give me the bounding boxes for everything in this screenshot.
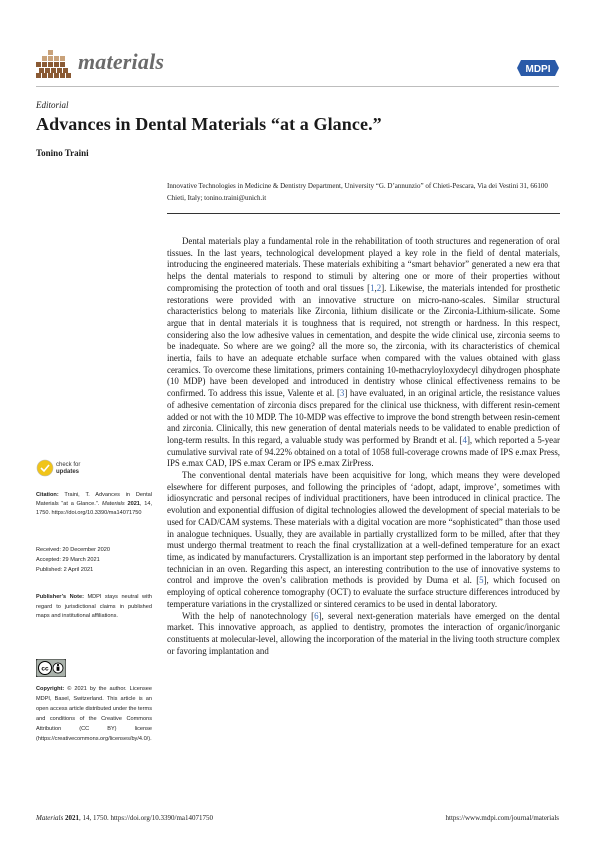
accepted-date: Accepted: 29 March 2021 bbox=[36, 557, 100, 563]
body-text: With the help of nanotechnology [ bbox=[182, 610, 315, 621]
cc-icon-text: cc bbox=[41, 665, 49, 673]
mdpi-logo-icon bbox=[517, 58, 559, 78]
body-paragraph-3 bbox=[167, 611, 560, 658]
body-paragraph-2 bbox=[167, 470, 560, 610]
body-text: ], several next-generation materials have emerged on the dental market. This innovative approach, as applied to dentistry, promotes the interaction of organic/inorganic constituents at molecular-level, allowing the incorporation of the material in the living tooth structure complex or favoring implantation and bbox=[167, 610, 560, 656]
creative-commons-icon[interactable] bbox=[36, 659, 66, 677]
article-title: Advances in Dental Materials “at a Glance.” bbox=[36, 114, 382, 134]
publisher-note bbox=[36, 593, 152, 622]
footer-journal-url[interactable]: https://www.mdpi.com/journal/materials bbox=[445, 814, 559, 822]
body-text: ], which focused on employing of optical coherence tomography (OCT) to evaluate the surface structure differences introduced by temperature variations in the crystallized or sintered ceramics to be used in dental laboratory. bbox=[167, 575, 560, 609]
citation-block bbox=[36, 491, 152, 518]
reference-link[interactable]: 5 bbox=[479, 575, 484, 586]
reference-link[interactable]: 2 bbox=[376, 282, 382, 293]
article-type: Editorial bbox=[36, 100, 69, 110]
affiliation-divider bbox=[167, 213, 560, 214]
footer-citation bbox=[36, 814, 213, 822]
article-author: Tonino Traini bbox=[36, 148, 89, 158]
journal-name: materials bbox=[78, 49, 165, 74]
publisher-note-label: Publisher’s Note: bbox=[36, 594, 84, 600]
reference-link[interactable]: 3 bbox=[339, 388, 345, 399]
copyright-block bbox=[36, 684, 152, 744]
body-text: The conventional dental materials have been acquisitive for long, which means they were developed elsewhere for different purposes, and following the principles of ‘adopt, adapt, improve’, sometimes with idiosyncratic and personal recipes of individual practitioners, have been introduced in clinical practice. The evolution and exponential diffusion of digital technologies allowed the development of special materials to be used for CAD/CAM systems. These materials with a digital vocation are more “sophisticated” than those used in analogue techniques. Usually, they are available in partially crystallized form to be milled, after that they must undergo thermal treatment to reach the final crystallization at a well-defined temperature for an exact time, as indicated by manufacturers. Crystallization is an important step performed in the laboratory by dental technician in an oven. Regarding this aspect, an interesting contribution to the use of innovative systems to control and improve the oven’s calibration methods is provided by Duma et al. [ bbox=[167, 470, 560, 586]
copyright-text: © 2021 by the author. Licensee MDPI, Basel, Switzerland. This article is an open access article distributed under the terms and conditions of the Creative Commons Attribution (CC BY) license (https://creativecommons.org/licenses/by/4.0/). bbox=[36, 686, 152, 742]
footer-journal: Materials bbox=[36, 814, 64, 822]
publisher-note-text: MDPI stays neutral with regard to jurisdictional claims in published maps and institutional affiliations. bbox=[36, 594, 152, 620]
citation-text: Traini, T. Advances in Dental Materials “at a Glance.”. bbox=[36, 492, 152, 507]
body-text: Dental materials play a fundamental role in the rehabilitation of tooth structures and regeneration of oral tissues. In the last years, technological development played a key role in the field of dental materials, introducing the engineered materials. These materials exhibiting a “smart behavior” generated a new era that helps the dental materials to respond to stimuli by altering one or more of their properties without compromising the protection of tooth and oral tissues [ bbox=[167, 236, 560, 293]
citation-year: 2021 bbox=[127, 501, 140, 507]
body-text: , bbox=[374, 282, 377, 293]
citation-journal: Materials bbox=[102, 501, 125, 507]
body-text: ] have evaluated, in an original article, the resistance values of adhesive cementation of zirconia discs prepared for the clinical use thickness, with different resin-cement added or not with the 10 MDP. The 10-MDP was effective to improve the bond strength between resin-cement and zirconia. Clinically, this new generation of dental materials needs to be validated to enable prediction of long-term results. In this regard, a valuable study was performed by Brandt et al. [ bbox=[167, 388, 560, 445]
body-text: ], which reported a 5-year cumulative survival rate of 94.22% obtained on a total of 1058 full-coverage crowns made of IPS e.max Press, IPS e.max CAD, IPS e.max Ceram or IPS e.max ZirPress. bbox=[167, 434, 560, 469]
citation-volume-doi[interactable]: , 14, 1750. https://doi.org/10.3390/ma14071750 bbox=[36, 501, 152, 516]
received-date: Received: 20 December 2020 bbox=[36, 547, 111, 553]
check-for-updates-label[interactable] bbox=[56, 462, 80, 476]
body-text: ]. Likewise, the materials intended for prosthetic restorations were provided with an innovative structure on micro-nano-scales. Similar structural characteristics belong to materials like Zirconia, lithium disilicate or the Zirconia-Lithium-silicate. Some argue that in dental materials it is toughness that is required, not strength or hardness. In this respect, considering also the low adhesive values in cementation, and despite the wide clinical use, zirconia seems to be inadequate. So where are we going? all the more so, the zirconia, with its characteristics of chemical inertia, fails to have an adequate etchable surface when compared with the values obtained with glass ceramics. To overcome these limitations, primers containing 10-methacryloyloxydecyl dihydrogen phosphate (10 MDP) have been developed and introduced in dentistry whose clinical effectiveness remains to be confirmed. To address this issue, Valente et al. [ bbox=[167, 282, 560, 399]
updates-line-1: check for bbox=[56, 462, 81, 468]
materials-logo-icon bbox=[36, 44, 72, 78]
citation-label: Citation: bbox=[36, 492, 59, 498]
article-body bbox=[167, 236, 560, 657]
footer-volume-doi[interactable]: , 14, 1750. https://doi.org/10.3390/ma14071750 bbox=[78, 814, 214, 822]
copyright-label: Copyright: bbox=[36, 686, 65, 692]
updates-line-2: updates bbox=[56, 469, 80, 475]
published-date: Published: 2 April 2021 bbox=[36, 567, 94, 573]
footer-year: 2021 bbox=[64, 814, 79, 822]
mdpi-logo-text: MDPI bbox=[525, 64, 551, 75]
reference-link[interactable]: 1 bbox=[370, 282, 375, 293]
author-affiliation: Innovative Technologies in Medicine & Dentistry Department, University “G. D’annunzio” of Chieti-Pescara, Via dei Vestini 31, 66100 Chieti, Italy; tonino.traini@unich.it bbox=[167, 182, 548, 202]
header-divider bbox=[36, 86, 559, 87]
reference-link[interactable]: 4 bbox=[462, 434, 467, 445]
body-paragraph-1 bbox=[167, 236, 560, 470]
publication-dates bbox=[36, 545, 152, 575]
reference-link[interactable]: 6 bbox=[314, 610, 319, 621]
